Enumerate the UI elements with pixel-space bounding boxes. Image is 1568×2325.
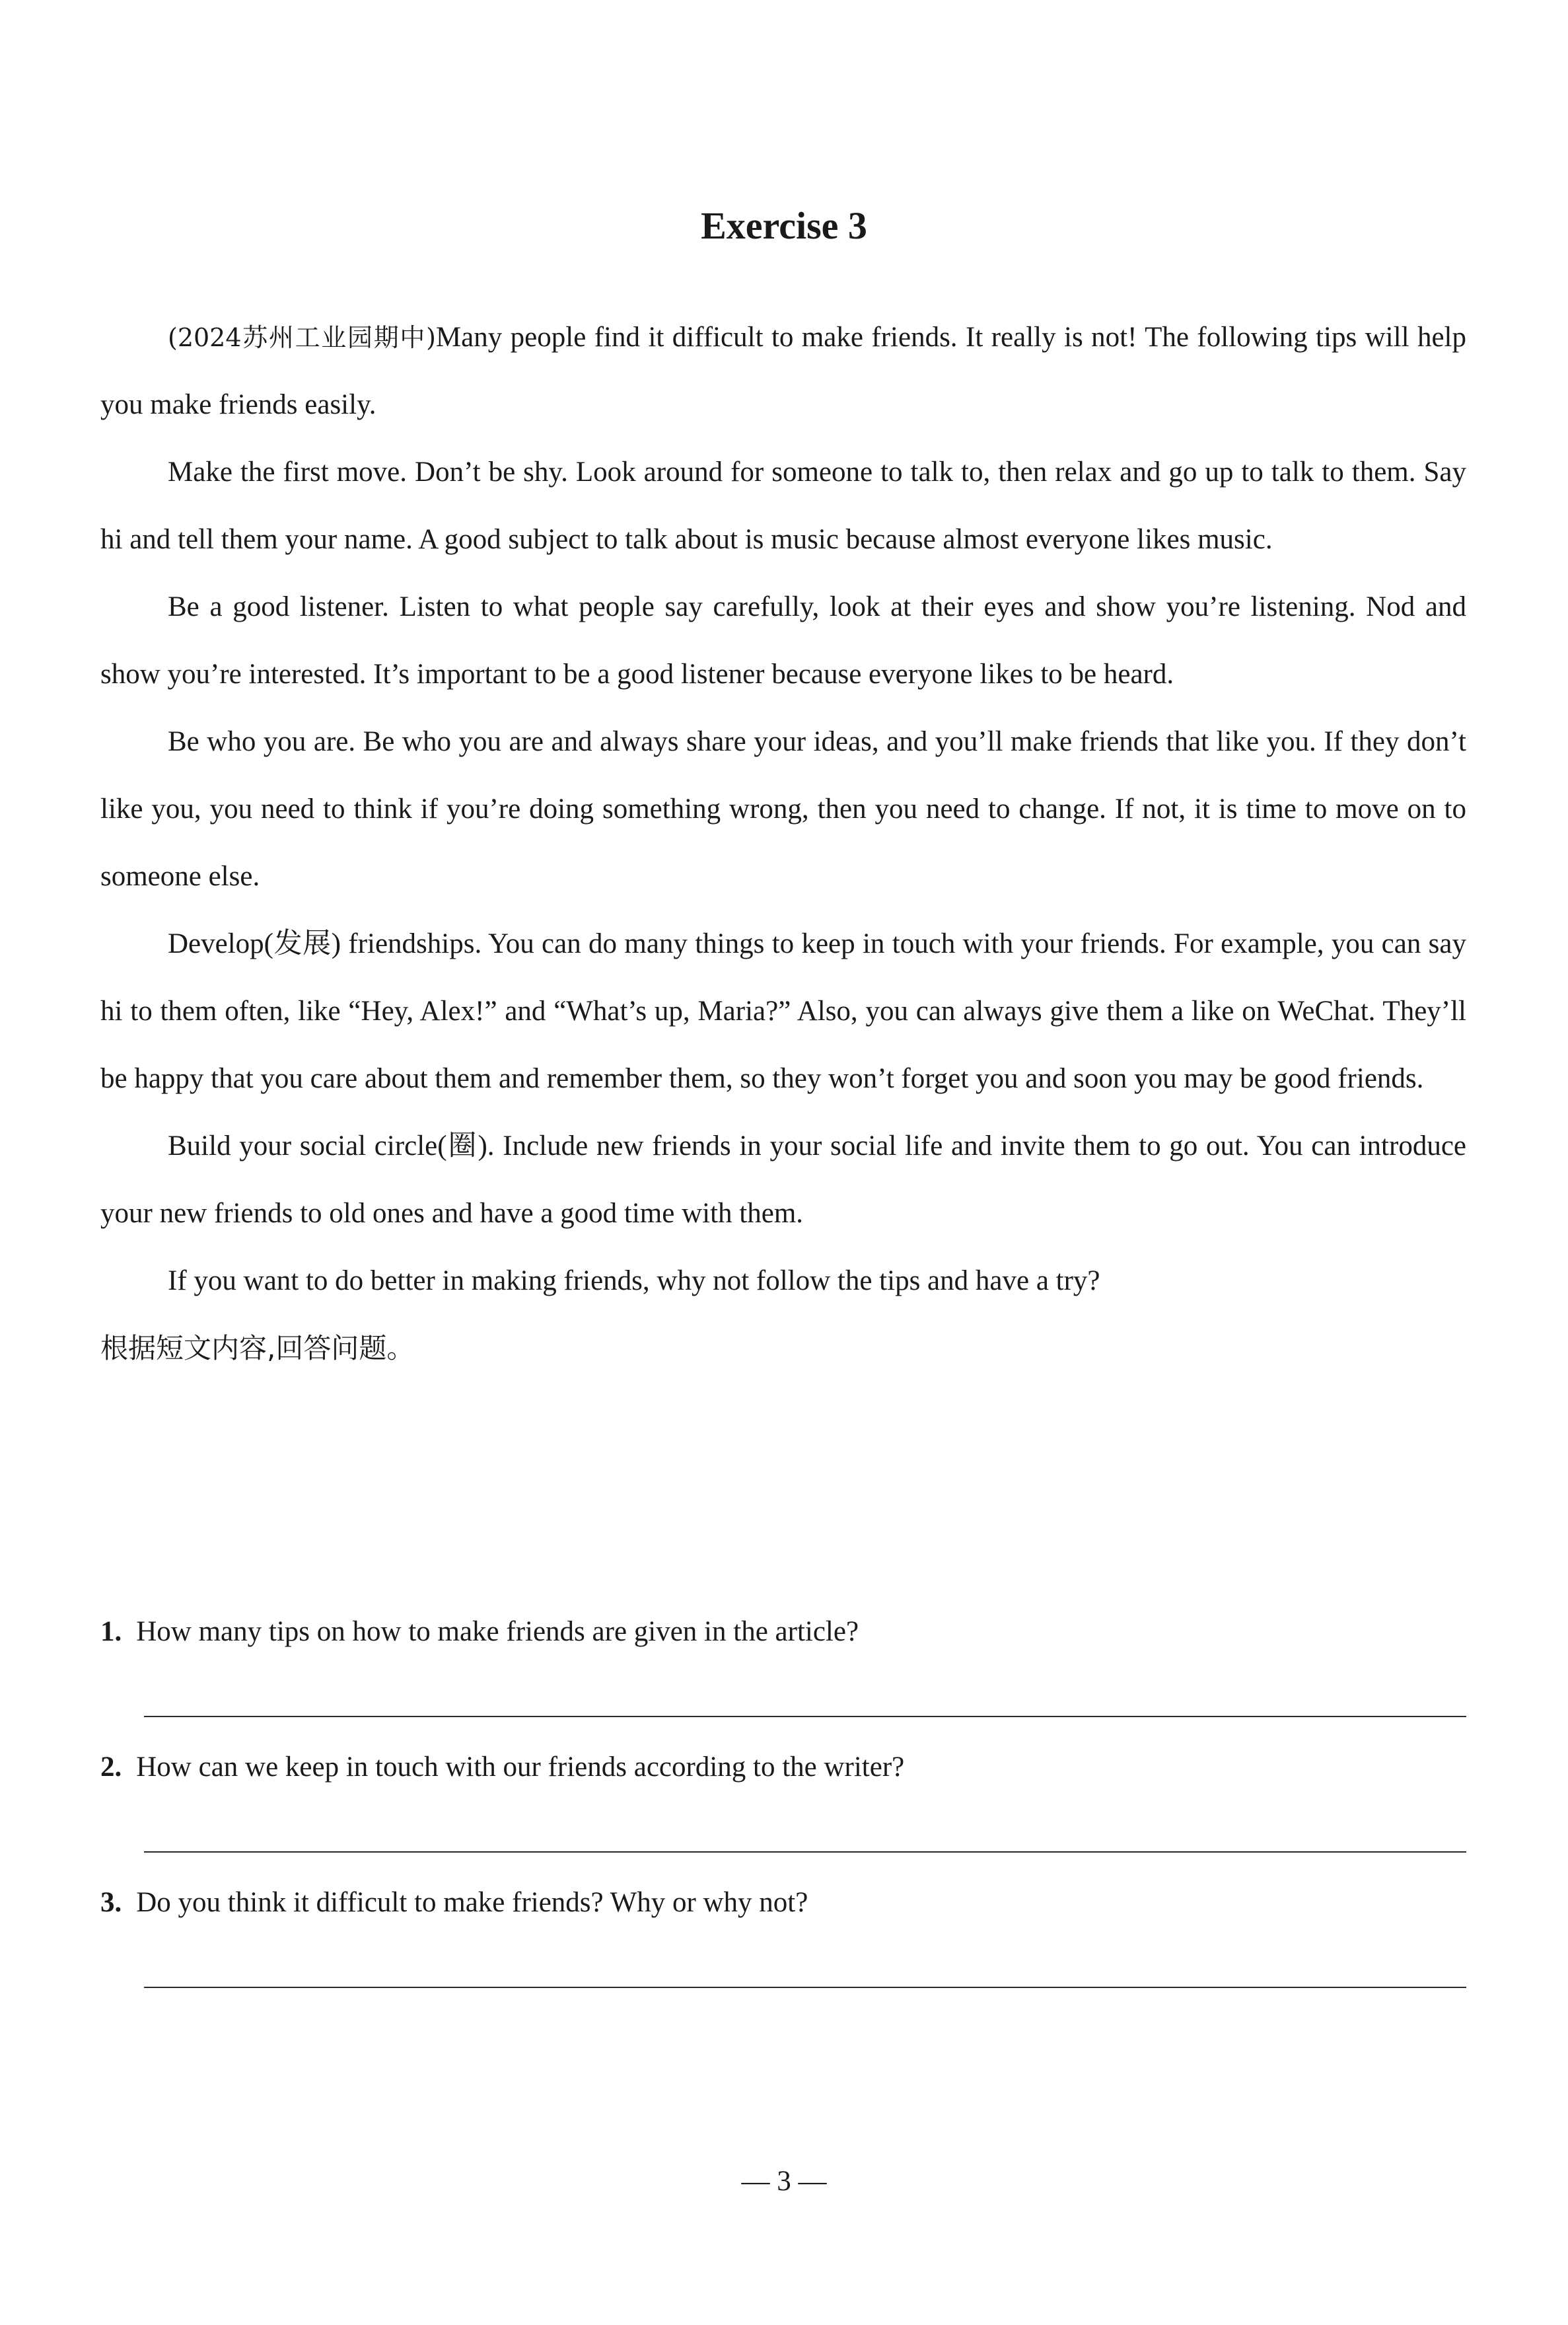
question-3 (100, 1883, 1466, 1923)
passage-paragraph-3: Be a good listener. Listen to what people say carefully, look at their eyes and show you’re listening. Nod and show you’re interested. It’s important to be a good listener because everyone likes to be heard. (100, 591, 1466, 690)
question-instruction: 根据短文内容,回答问题。 (100, 1332, 415, 1364)
question-text: How can we keep in touch with our friends according to the writer? (136, 1752, 905, 1783)
passage-paragraph-7: If you want to do better in making friends, why not follow the tips and have a try? (168, 1265, 1100, 1296)
question-2 (100, 1748, 1466, 1787)
paragraph-text: Many people find it difficult to make friends. It really is not! The following tips will help you make friends easily. (100, 322, 1466, 420)
answer-line-2[interactable] (144, 1851, 1466, 1853)
exercise-title: Exercise 3 (701, 204, 867, 247)
reading-passage (100, 304, 1466, 1382)
question-text: Do you think it difficult to make friends? Why or why not? (136, 1887, 808, 1918)
passage-source: (2024苏州工业园期中) (168, 323, 436, 352)
question-number: 3. (100, 1887, 122, 1918)
passage-paragraph-1 (100, 304, 1466, 439)
page-number: — 3 — (741, 2166, 827, 2197)
answer-line-3[interactable] (144, 1987, 1466, 1988)
answer-line-1[interactable] (144, 1716, 1466, 1717)
question-number: 1. (100, 1616, 122, 1647)
question-number: 2. (100, 1752, 122, 1783)
passage-paragraph-6: Build your social circle(圈). Include new friends in your social life and invite them to go out. You can introduce your new friends to old ones and have a good time with them. (100, 1130, 1466, 1229)
question-1 (100, 1612, 1466, 1652)
passage-paragraph-2: Make the first move. Don’t be shy. Look around for someone to talk to, then relax and go up to talk to them. Say hi and tell them your name. A good subject to talk about is music because almost everyone likes music. (100, 457, 1466, 555)
question-text: How many tips on how to make friends are given in the article? (136, 1616, 859, 1647)
passage-paragraph-4: Be who you are. Be who you are and always share your ideas, and you’ll make friends that like you. If they don’t like you, you need to think if you’re doing something wrong, then you need to change. If not, it is time to move on to someone else. (100, 726, 1466, 892)
passage-paragraph-5: Develop(发展) friendships. You can do many things to keep in touch with your friends. For example, you can say hi to them often, like “Hey, Alex!” and “What’s up, Maria?” Also, you can always give them a like on WeChat. They’ll be happy that you care about them and remember them, so they won’t forget you and soon you may be good friends. (100, 928, 1466, 1094)
